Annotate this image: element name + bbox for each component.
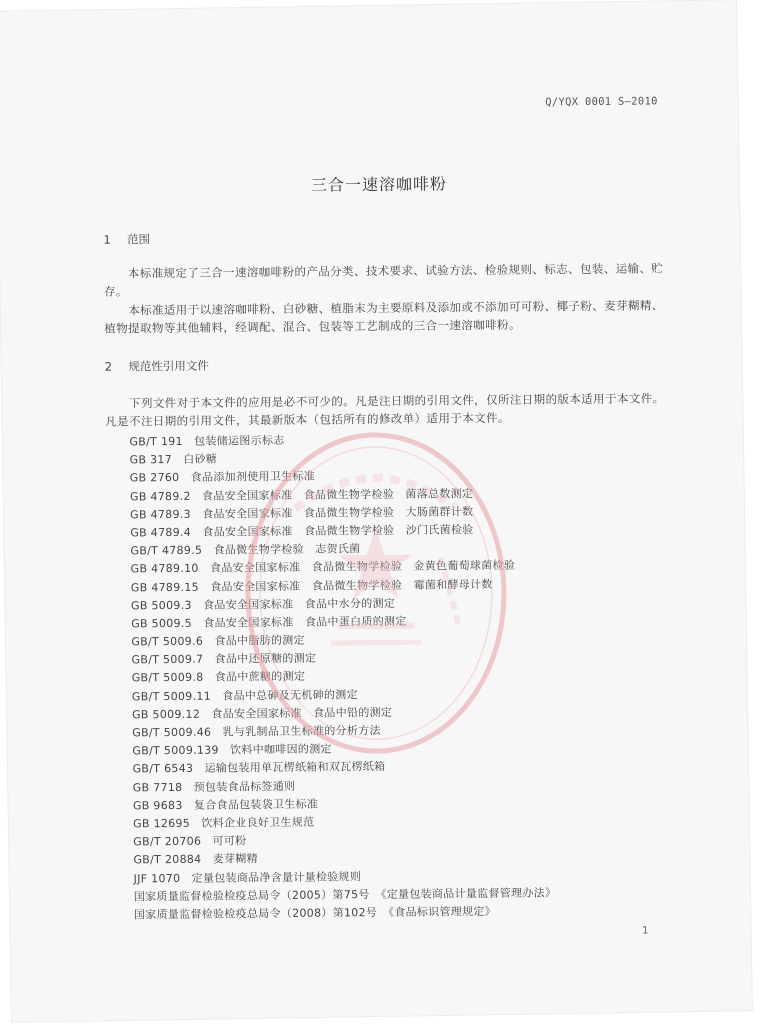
reference-item: GB 4789.3 食品安全国家标准 食品微生物学检验 大肠菌群计数 — [130, 504, 474, 522]
reference-item: GB/T 5009.11 食品中总砷及无机砷的测定 — [131, 687, 358, 704]
document-title: 三合一速溶咖啡粉 — [310, 174, 448, 195]
section-1-heading — [103, 231, 150, 247]
reference-item: GB/T 5009.6 食品中脂肪的测定 — [131, 633, 305, 649]
reference-item: GB 7718 预包装食品标签通则 — [132, 779, 296, 794]
reference-item: GB 4789.4 食品安全国家标准 食品微生物学检验 沙门氏菌检验 — [130, 523, 474, 540]
standard-code: Q/YQX 0001 S—2010 — [545, 95, 658, 109]
reference-item: GB 4789.2 食品安全国家标准 食品微生物学检验 菌落总数测定 — [129, 486, 474, 503]
reference-item: GB 4789.10 食品安全国家标准 食品微生物学检验 金黄色葡萄球菌检验 — [130, 559, 516, 576]
reference-item: GB/T 20706 可可粉 — [133, 834, 247, 849]
normative-references-list — [129, 429, 556, 924]
reference-item: 国家质量监督检验检疫总局令（2008）第102号 《食品标识管理规定》 — [133, 904, 497, 922]
reference-item: GB 5009.12 食品安全国家标准 食品中铅的测定 — [131, 705, 393, 722]
reference-item: GB/T 4789.5 食品微生物学检验 志贺氏菌 — [130, 542, 361, 558]
section-2-heading — [105, 358, 209, 375]
reference-item: GB/T 191 包装储运图示标志 — [129, 433, 285, 449]
reference-item: GB 2760 食品添加剂使用卫生标准 — [129, 469, 316, 485]
reference-item: GB/T 5009.139 饮料中咖啡因的测定 — [132, 742, 332, 758]
reference-item: GB/T 5009.8 食品中蔗糖的测定 — [131, 670, 306, 685]
section-2-intro: 下列文件对于本文件的应用是必不可少的。凡是注日期的引用文件，仅所注日期的版本适用于本文件。凡是不注日期的引用文件，其最新版本（包括所有的修改单）适用于本文件。 — [105, 391, 665, 429]
section-1-paragraph-2: 本标准适用于以速溶咖啡粉、白砂糖、植脂末为主要原料及添加或不添加可可粉、椰子粉、麦芽糊精、植物提取物等其他辅料，经调配、混合、包装等工艺制成的三合一速溶咖啡粉。 — [104, 298, 664, 336]
reference-item: GB/T 6543 运输包装用单瓦楞纸箱和双瓦楞纸箱 — [132, 760, 386, 776]
section-1-paragraph-1: 本标准规定了三合一速溶咖啡粉的产品分类、技术要求、试验方法、检验规则、标志、包装、运输、贮存。 — [103, 261, 664, 299]
reference-item: GB 5009.5 食品安全国家标准 食品中蛋白质的测定 — [131, 614, 407, 631]
reference-item: GB 12695 饮料企业良好卫生规范 — [133, 815, 315, 831]
reference-item: GB 4789.15 食品安全国家标准 食品微生物学检验 霉菌和酵母计数 — [130, 577, 493, 594]
section-2-title: 规范性引用文件 — [128, 358, 209, 374]
page-number: 1 — [642, 925, 649, 937]
reference-item: GB 5009.3 食品安全国家标准 食品中水分的测定 — [130, 596, 396, 613]
reference-item: GB 9683 复合食品包装袋卫生标准 — [132, 797, 319, 813]
reference-item: GB/T 5009.7 食品中还原糖的测定 — [131, 651, 317, 667]
section-2-number: 2 — [104, 359, 113, 374]
reference-item: GB/T 20884 麦芽糊精 — [133, 852, 258, 867]
reference-item: 国家质量监督检验检疫总局令（2005）第75号 《定量包装商品计量监督管理办法》 — [133, 886, 557, 904]
section-1-number: 1 — [103, 232, 111, 247]
reference-item: JJF 1070 定量包装商品净含量计量检验规则 — [133, 869, 362, 885]
reference-item: GB/T 5009.46 乳与乳制品卫生标准的分析方法 — [132, 724, 381, 740]
reference-item: GB 317 白砂糖 — [129, 452, 218, 467]
section-1-title: 范围 — [127, 232, 151, 247]
